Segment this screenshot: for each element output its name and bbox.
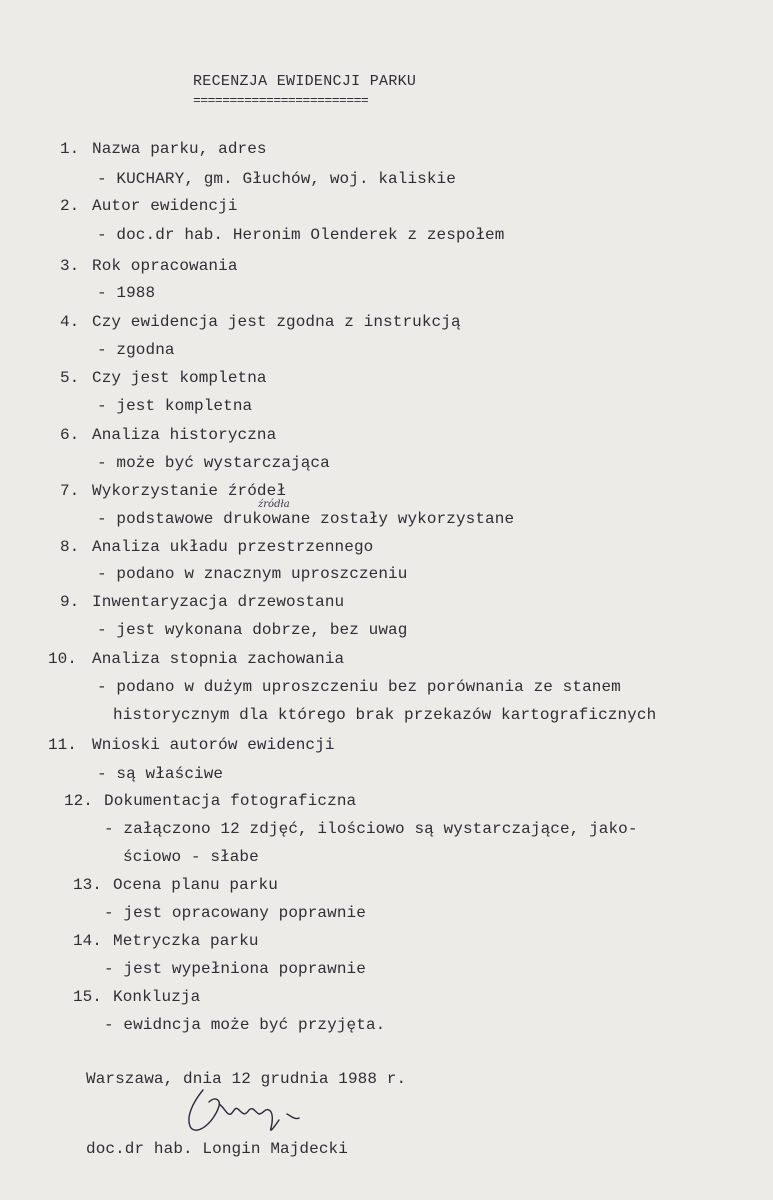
item-number: 7. [60,482,80,500]
item-number: 13. [73,876,102,894]
item-number: 3. [60,257,80,275]
item-answer: - może być wystarczająca [97,454,330,472]
item-number: 4. [60,313,80,331]
title-underline: ======================== [193,93,369,108]
item-heading: Czy ewidencja jest zgodna z instrukcją [92,313,461,331]
signatory-name: doc.dr hab. Longin Majdecki [86,1140,348,1158]
item-answer: - są właściwe [97,765,224,783]
item-number: 2. [60,197,80,215]
item-heading: Analiza układu przestrzennego [92,538,374,556]
item-answer: - podstawowe drukowane zostały wykorzystane [97,510,515,528]
item-answer: - doc.dr hab. Heronim Olenderek z zespołem [97,226,505,244]
item-heading: Rok opracowania [92,257,238,275]
item-heading: Autor ewidencji [92,197,238,215]
item-heading: Konkluzja [113,988,201,1006]
item-answer: - jest wypełniona poprawnie [104,960,366,978]
item-answer: - jest opracowany poprawnie [104,904,366,922]
item-heading: Dokumentacja fotograficzna [104,792,357,810]
item-number: 6. [60,426,80,444]
item-answer: - ewidncja może być przyjęta. [104,1016,386,1034]
handwritten-note: źródła [258,499,290,510]
item-answer-continued: ściowo - słabe [123,848,259,866]
item-number: 12. [64,792,93,810]
item-heading: Metryczka parku [113,932,259,950]
item-answer: - jest wykonana dobrze, bez uwag [97,621,408,639]
item-number: 5. [60,369,80,387]
item-heading: Analiza stopnia zachowania [92,650,345,668]
item-heading: Inwentaryzacja drzewostanu [92,593,345,611]
place-and-date: Warszawa, dnia 12 grudnia 1988 r. [86,1070,407,1088]
item-heading: Nazwa parku, adres [92,140,267,158]
item-number: 8. [60,538,80,556]
document-title: RECENZJA EWIDENCJI PARKU [193,73,417,90]
item-answer: - podano w znacznym uproszczeniu [97,565,408,583]
item-heading: Wykorzystanie źródeł [92,482,287,500]
item-answer: - jest kompletna [97,397,253,415]
item-answer: - załączono 12 zdjęć, ilościowo są wystarczające, jako- [104,820,638,838]
item-heading: Wnioski autorów ewidencji [92,736,335,754]
item-number: 10. [48,650,77,668]
item-number: 9. [60,593,80,611]
item-answer: - KUCHARY, gm. Głuchów, woj. kaliskie [97,170,456,188]
item-heading: Analiza historyczna [92,426,277,444]
item-number: 1. [60,140,80,158]
item-number: 11. [48,736,77,754]
item-heading: Ocena planu parku [113,876,278,894]
item-answer: - 1988 [97,284,156,302]
item-heading: Czy jest kompletna [92,369,267,387]
item-number: 15. [73,988,102,1006]
item-answer-continued: historycznym dla którego brak przekazów kartograficznych [113,706,657,724]
item-number: 14. [73,932,102,950]
item-answer: - zgodna [97,341,175,359]
item-answer: - podano w dużym uproszczeniu bez porównania ze stanem [97,678,621,696]
handwritten-signature [175,1080,365,1140]
